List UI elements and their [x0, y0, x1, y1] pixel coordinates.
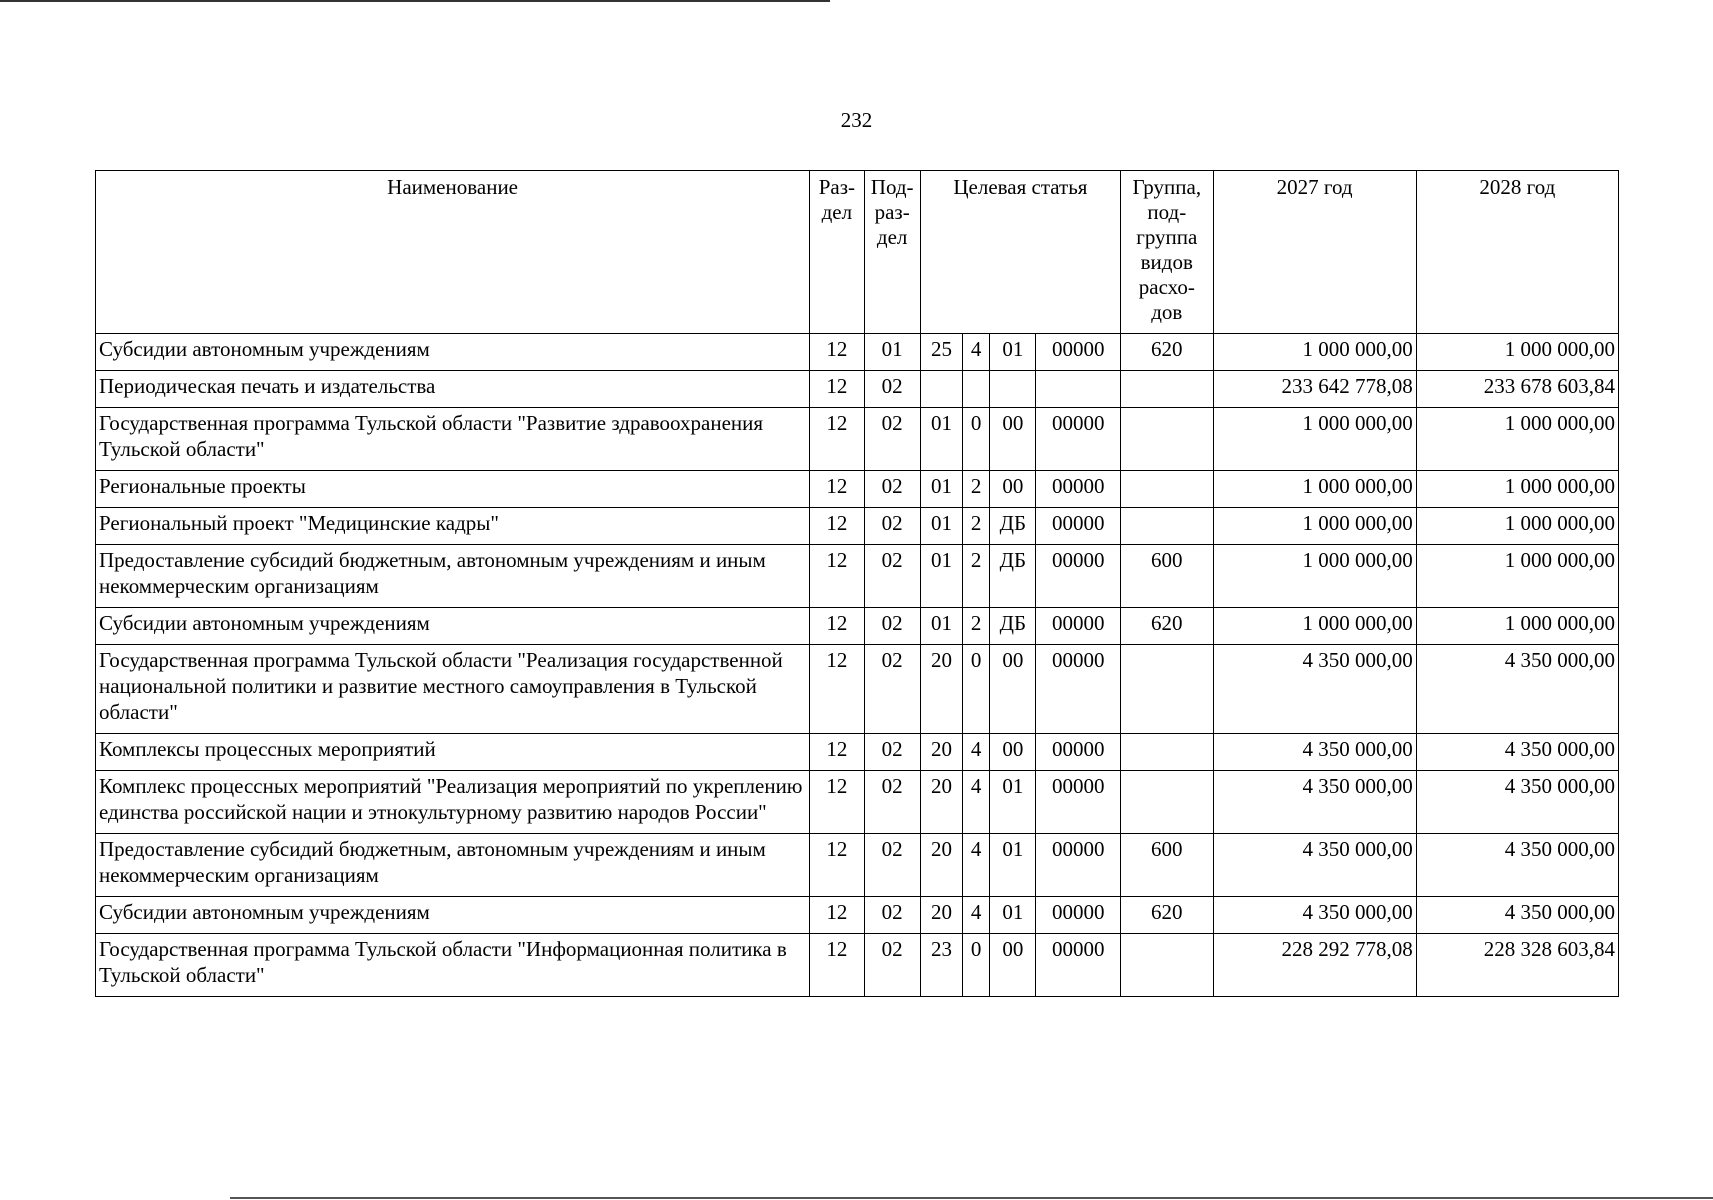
- row-target-direction: 00000: [1036, 508, 1121, 545]
- header-podrazdel-text: Под- раз- дел: [870, 175, 914, 249]
- table-row: [96, 645, 1619, 734]
- header-razdel-text: Раз- дел: [818, 175, 855, 224]
- table-row: [96, 897, 1619, 934]
- row-target-direction: 00000: [1036, 545, 1121, 608]
- row-target-direction: 00000: [1036, 645, 1121, 734]
- row-target-program: 23: [920, 934, 962, 997]
- row-name: Государственная программа Тульской области "Реализация государственной национальной политики и развитие местного самоуправления в Тульской области": [96, 645, 810, 734]
- row-expense-group: [1121, 508, 1214, 545]
- table-row: [96, 334, 1619, 371]
- row-podrazdel: 02: [864, 734, 920, 771]
- row-expense-group: [1121, 408, 1214, 471]
- row-razdel: 12: [810, 471, 864, 508]
- row-expense-group: 620: [1121, 334, 1214, 371]
- row-podrazdel: 01: [864, 334, 920, 371]
- header-2027: 2027 год: [1213, 171, 1416, 334]
- row-amount-2028: 4 350 000,00: [1416, 734, 1618, 771]
- row-target-subprogram: 4: [963, 897, 990, 934]
- row-target-direction: 00000: [1036, 897, 1121, 934]
- scan-edge-bottom: [230, 1197, 1713, 1199]
- row-podrazdel: 02: [864, 645, 920, 734]
- row-target-subprogram: 4: [963, 734, 990, 771]
- row-target-program: [920, 371, 962, 408]
- row-name: Региональный проект "Медицинские кадры": [96, 508, 810, 545]
- row-amount-2028: 1 000 000,00: [1416, 608, 1618, 645]
- row-target-program: 01: [920, 608, 962, 645]
- row-podrazdel: 02: [864, 934, 920, 997]
- row-razdel: 12: [810, 734, 864, 771]
- row-name: Комплекс процессных мероприятий "Реализация мероприятий по укреплению единства российской нации и этнокультурному развитию народов России": [96, 771, 810, 834]
- row-target-subprogram: 4: [963, 771, 990, 834]
- table-row: [96, 408, 1619, 471]
- row-target-event: ДБ: [990, 508, 1036, 545]
- table-row: [96, 834, 1619, 897]
- row-target-event: 00: [990, 408, 1036, 471]
- row-amount-2028: 4 350 000,00: [1416, 771, 1618, 834]
- row-target-direction: 00000: [1036, 734, 1121, 771]
- header-target-article: Целевая статья: [920, 171, 1120, 334]
- row-razdel: 12: [810, 771, 864, 834]
- row-name: Периодическая печать и издательства: [96, 371, 810, 408]
- row-amount-2028: 4 350 000,00: [1416, 834, 1618, 897]
- row-expense-group: 620: [1121, 608, 1214, 645]
- header-razdel: [810, 171, 864, 334]
- row-podrazdel: 02: [864, 771, 920, 834]
- row-name: Государственная программа Тульской области "Информационная политика в Тульской области": [96, 934, 810, 997]
- row-target-direction: 00000: [1036, 408, 1121, 471]
- row-amount-2028: 4 350 000,00: [1416, 897, 1618, 934]
- row-target-direction: 00000: [1036, 608, 1121, 645]
- row-expense-group: [1121, 734, 1214, 771]
- scan-edge-top: [0, 0, 830, 2]
- row-target-direction: 00000: [1036, 771, 1121, 834]
- row-expense-group: [1121, 771, 1214, 834]
- table-row: [96, 508, 1619, 545]
- row-target-subprogram: 0: [963, 408, 990, 471]
- row-razdel: 12: [810, 608, 864, 645]
- row-target-event: 00: [990, 734, 1036, 771]
- row-name: Предоставление субсидий бюджетным, автономным учреждениям и иным некоммерческим организациям: [96, 834, 810, 897]
- table-row: [96, 608, 1619, 645]
- row-razdel: 12: [810, 645, 864, 734]
- row-target-program: 25: [920, 334, 962, 371]
- header-expense-group-text: Группа, под- группа видов расхо- дов: [1132, 175, 1202, 324]
- row-amount-2027: 233 642 778,08: [1213, 371, 1416, 408]
- table-body: [96, 334, 1619, 997]
- row-target-subprogram: 4: [963, 334, 990, 371]
- row-expense-group: 600: [1121, 545, 1214, 608]
- row-podrazdel: 02: [864, 471, 920, 508]
- row-amount-2027: 1 000 000,00: [1213, 334, 1416, 371]
- row-expense-group: 620: [1121, 897, 1214, 934]
- table-header-row: [96, 171, 1619, 334]
- row-podrazdel: 02: [864, 897, 920, 934]
- row-name: Комплексы процессных мероприятий: [96, 734, 810, 771]
- row-target-program: 01: [920, 545, 962, 608]
- table-row: [96, 371, 1619, 408]
- row-target-subprogram: 0: [963, 934, 990, 997]
- row-name: Субсидии автономным учреждениям: [96, 608, 810, 645]
- row-amount-2027: 4 350 000,00: [1213, 771, 1416, 834]
- row-target-event: ДБ: [990, 545, 1036, 608]
- row-amount-2028: 233 678 603,84: [1416, 371, 1618, 408]
- row-target-event: [990, 371, 1036, 408]
- row-target-subprogram: 0: [963, 645, 990, 734]
- table-row: [96, 545, 1619, 608]
- row-razdel: 12: [810, 371, 864, 408]
- row-razdel: 12: [810, 897, 864, 934]
- row-razdel: 12: [810, 334, 864, 371]
- row-target-subprogram: 2: [963, 545, 990, 608]
- row-podrazdel: 02: [864, 408, 920, 471]
- header-podrazdel: [864, 171, 920, 334]
- row-amount-2027: 4 350 000,00: [1213, 645, 1416, 734]
- table-row: [96, 734, 1619, 771]
- row-target-program: 01: [920, 408, 962, 471]
- row-name: Субсидии автономным учреждениям: [96, 334, 810, 371]
- row-expense-group: [1121, 371, 1214, 408]
- row-target-event: 00: [990, 645, 1036, 734]
- row-expense-group: [1121, 471, 1214, 508]
- row-target-program: 20: [920, 734, 962, 771]
- row-podrazdel: 02: [864, 834, 920, 897]
- row-target-program: 01: [920, 471, 962, 508]
- row-target-program: 20: [920, 834, 962, 897]
- row-amount-2028: 1 000 000,00: [1416, 508, 1618, 545]
- row-podrazdel: 02: [864, 508, 920, 545]
- row-amount-2028: 1 000 000,00: [1416, 408, 1618, 471]
- row-amount-2027: 4 350 000,00: [1213, 734, 1416, 771]
- row-target-program: 01: [920, 508, 962, 545]
- row-target-direction: [1036, 371, 1121, 408]
- row-target-event: 00: [990, 934, 1036, 997]
- row-razdel: 12: [810, 834, 864, 897]
- row-amount-2028: 1 000 000,00: [1416, 545, 1618, 608]
- row-podrazdel: 02: [864, 608, 920, 645]
- row-podrazdel: 02: [864, 545, 920, 608]
- row-amount-2028: 1 000 000,00: [1416, 471, 1618, 508]
- header-2028: 2028 год: [1416, 171, 1618, 334]
- row-name: Предоставление субсидий бюджетным, автономным учреждениям и иным некоммерческим организациям: [96, 545, 810, 608]
- row-expense-group: 600: [1121, 834, 1214, 897]
- row-target-direction: 00000: [1036, 471, 1121, 508]
- row-podrazdel: 02: [864, 371, 920, 408]
- row-target-event: 00: [990, 471, 1036, 508]
- row-target-program: 20: [920, 645, 962, 734]
- row-target-direction: 00000: [1036, 334, 1121, 371]
- row-target-subprogram: 2: [963, 508, 990, 545]
- table-row: [96, 934, 1619, 997]
- row-target-direction: 00000: [1036, 934, 1121, 997]
- row-target-subprogram: 2: [963, 608, 990, 645]
- row-amount-2028: 4 350 000,00: [1416, 645, 1618, 734]
- row-amount-2027: 1 000 000,00: [1213, 545, 1416, 608]
- row-target-event: 01: [990, 897, 1036, 934]
- row-name: Региональные проекты: [96, 471, 810, 508]
- row-expense-group: [1121, 645, 1214, 734]
- row-name: Государственная программа Тульской области "Развитие здравоохранения Тульской области": [96, 408, 810, 471]
- row-amount-2028: 1 000 000,00: [1416, 334, 1618, 371]
- row-target-event: 01: [990, 334, 1036, 371]
- page-number: 232: [840, 108, 873, 132]
- row-razdel: 12: [810, 508, 864, 545]
- table-row: [96, 771, 1619, 834]
- row-target-subprogram: 4: [963, 834, 990, 897]
- row-razdel: 12: [810, 934, 864, 997]
- row-amount-2028: 228 328 603,84: [1416, 934, 1618, 997]
- row-target-direction: 00000: [1036, 834, 1121, 897]
- row-amount-2027: 1 000 000,00: [1213, 508, 1416, 545]
- row-expense-group: [1121, 934, 1214, 997]
- row-amount-2027: 4 350 000,00: [1213, 897, 1416, 934]
- row-amount-2027: 4 350 000,00: [1213, 834, 1416, 897]
- header-expense-group: [1121, 171, 1214, 334]
- row-target-event: 01: [990, 771, 1036, 834]
- row-target-subprogram: 2: [963, 471, 990, 508]
- row-razdel: 12: [810, 408, 864, 471]
- row-amount-2027: 1 000 000,00: [1213, 471, 1416, 508]
- row-target-event: 01: [990, 834, 1036, 897]
- row-amount-2027: 1 000 000,00: [1213, 408, 1416, 471]
- table-row: [96, 471, 1619, 508]
- budget-table: [95, 170, 1619, 997]
- header-name: Наименование: [96, 171, 810, 334]
- row-target-program: 20: [920, 897, 962, 934]
- row-target-subprogram: [963, 371, 990, 408]
- row-amount-2027: 1 000 000,00: [1213, 608, 1416, 645]
- row-amount-2027: 228 292 778,08: [1213, 934, 1416, 997]
- row-name: Субсидии автономным учреждениям: [96, 897, 810, 934]
- row-target-event: ДБ: [990, 608, 1036, 645]
- row-razdel: 12: [810, 545, 864, 608]
- row-target-program: 20: [920, 771, 962, 834]
